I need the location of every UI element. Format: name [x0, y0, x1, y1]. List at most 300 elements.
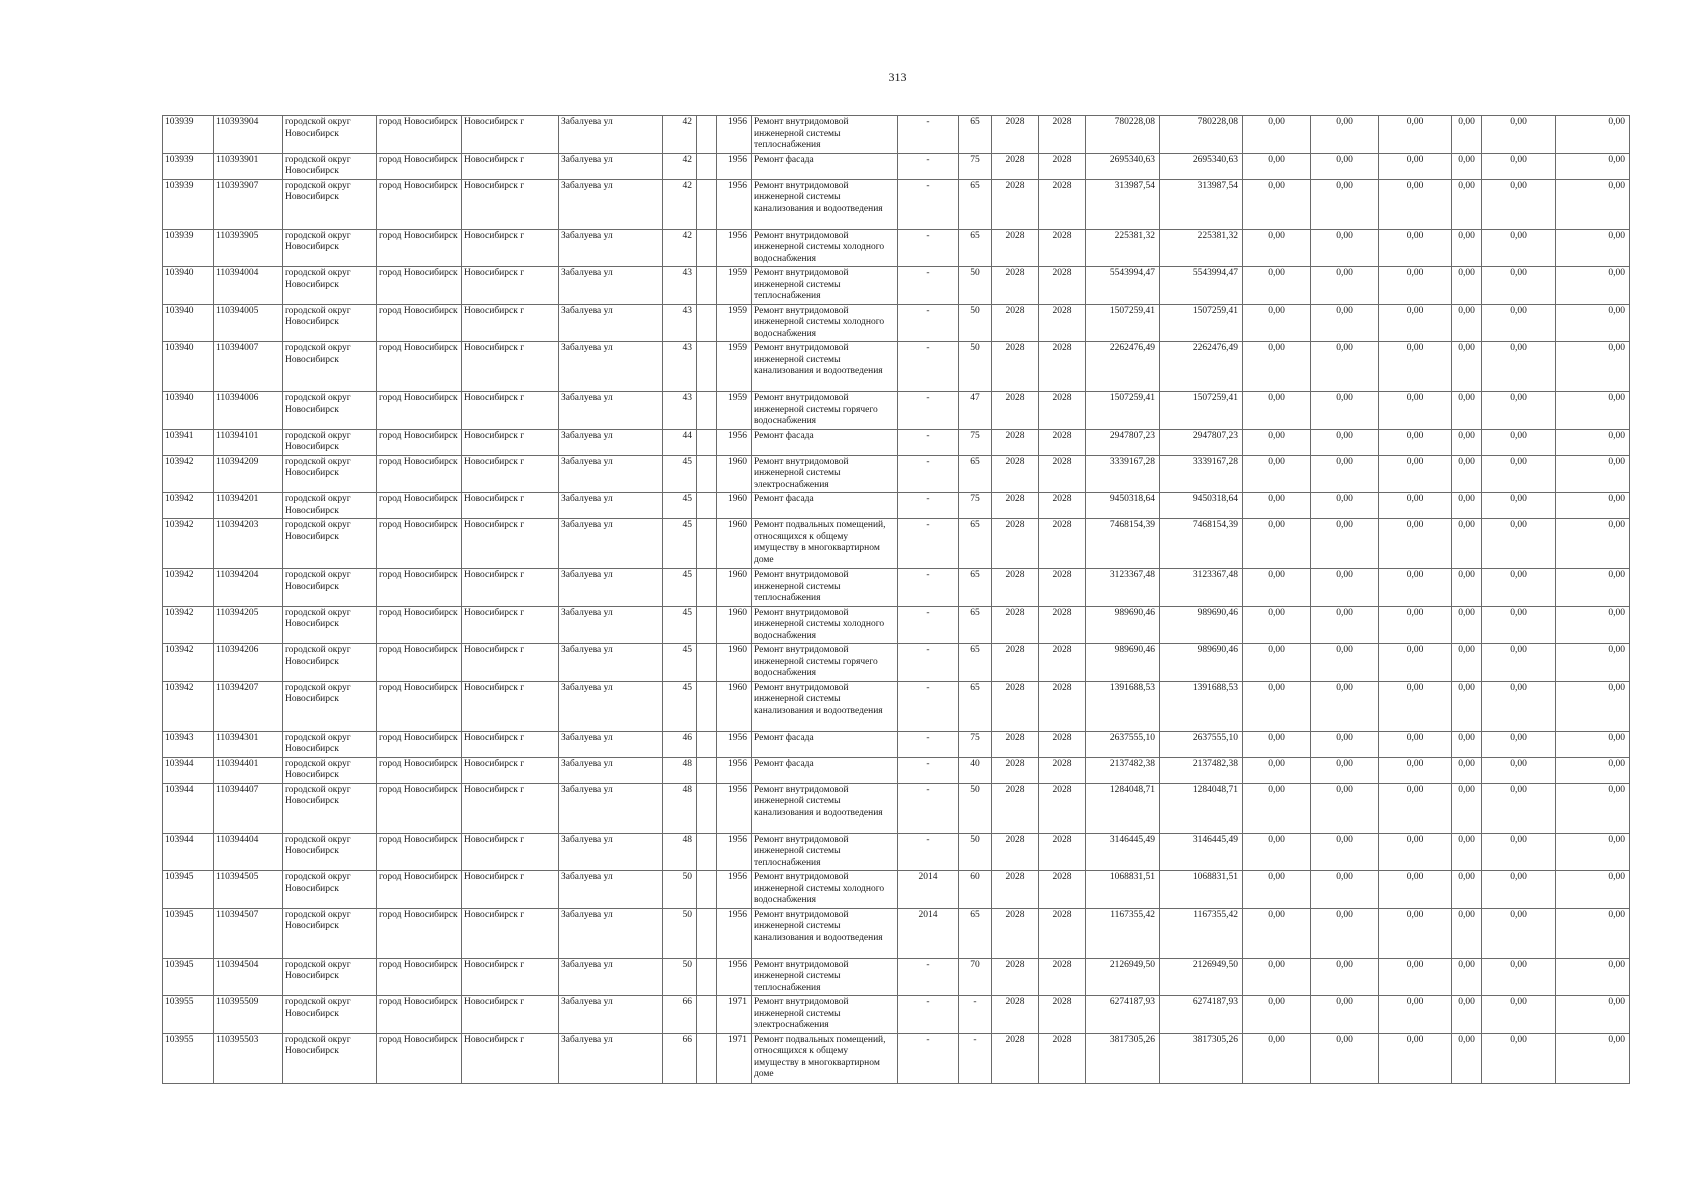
cell-house-number: 66 — [663, 1033, 697, 1083]
cell-cost-owners: 0,00 — [1482, 757, 1556, 783]
cell-cost-local: 0,00 — [1379, 342, 1452, 392]
cell-wear-percent: 75 — [959, 153, 992, 179]
cell-locality: Новосибирск г — [462, 996, 559, 1034]
cell-work-id: 110394007 — [214, 342, 283, 392]
cell-plan-year-end: 2028 — [1039, 493, 1086, 519]
cell-cost-reserve: 0,00 — [1556, 1033, 1630, 1083]
cell-cost-federal: 0,00 — [1243, 116, 1311, 154]
cell-cost-reserve: 0,00 — [1556, 681, 1630, 731]
cell-work-type: Ремонт внутридомовой инженерной системы горячего водоснабжения — [752, 392, 898, 430]
cell-municipal-district: городской округ Новосибирск — [283, 958, 377, 996]
cell-plan-year-start: 2028 — [992, 644, 1039, 682]
cell-street: Забалуева ул — [559, 1033, 663, 1083]
cell-settlement: город Новосибирск — [377, 519, 462, 569]
cell-plan-year-end: 2028 — [1039, 429, 1086, 455]
cell-cost-regional: 0,00 — [1311, 644, 1379, 682]
cell-building — [697, 179, 717, 229]
cell-build-year: 1956 — [717, 116, 752, 154]
cell-wear-percent: 47 — [959, 392, 992, 430]
cell-cost-other: 0,00 — [1452, 342, 1482, 392]
cell-plan-year-start: 2028 — [992, 731, 1039, 757]
cell-settlement: город Новосибирск — [377, 1033, 462, 1083]
cell-cost-reserve: 0,00 — [1556, 342, 1630, 392]
cell-cost-fund: 9450318,64 — [1160, 493, 1243, 519]
cell-total-cost: 3146445,49 — [1086, 833, 1160, 871]
cell-record-id: 103944 — [163, 833, 214, 871]
cell-work-type: Ремонт фасада — [752, 757, 898, 783]
cell-cost-reserve: 0,00 — [1556, 229, 1630, 267]
cell-cost-owners: 0,00 — [1482, 153, 1556, 179]
cell-locality: Новосибирск г — [462, 153, 559, 179]
cell-plan-year-start: 2028 — [992, 606, 1039, 644]
cell-street: Забалуева ул — [559, 342, 663, 392]
cell-building — [697, 958, 717, 996]
cell-cost-local: 0,00 — [1379, 229, 1452, 267]
cell-locality: Новосибирск г — [462, 783, 559, 833]
cell-cost-federal: 0,00 — [1243, 304, 1311, 342]
cell-cost-federal: 0,00 — [1243, 644, 1311, 682]
cell-settlement: город Новосибирск — [377, 392, 462, 430]
cell-locality: Новосибирск г — [462, 304, 559, 342]
cell-street: Забалуева ул — [559, 871, 663, 909]
cell-building — [697, 267, 717, 305]
cell-cost-owners: 0,00 — [1482, 644, 1556, 682]
cell-work-type: Ремонт фасада — [752, 731, 898, 757]
cell-wear-percent: 65 — [959, 179, 992, 229]
cell-plan-year-start: 2028 — [992, 681, 1039, 731]
cell-work-type: Ремонт внутридомовой инженерной системы холодного водоснабжения — [752, 606, 898, 644]
cell-settlement: город Новосибирск — [377, 429, 462, 455]
cell-settlement: город Новосибирск — [377, 304, 462, 342]
cell-cost-other: 0,00 — [1452, 304, 1482, 342]
cell-cost-other: 0,00 — [1452, 644, 1482, 682]
cell-settlement: город Новосибирск — [377, 153, 462, 179]
cell-record-id: 103941 — [163, 429, 214, 455]
table-row — [163, 229, 1630, 267]
cell-plan-year-start: 2028 — [992, 429, 1039, 455]
cell-cost-owners: 0,00 — [1482, 519, 1556, 569]
cell-cost-federal: 0,00 — [1243, 871, 1311, 909]
cell-last-repair-year: 2014 — [898, 871, 959, 909]
cell-street: Забалуева ул — [559, 455, 663, 493]
cell-cost-reserve: 0,00 — [1556, 569, 1630, 607]
cell-building — [697, 757, 717, 783]
cell-street: Забалуева ул — [559, 519, 663, 569]
table-row — [163, 304, 1630, 342]
cell-cost-regional: 0,00 — [1311, 429, 1379, 455]
cell-wear-percent: - — [959, 1033, 992, 1083]
table-row — [163, 153, 1630, 179]
cell-building — [697, 116, 717, 154]
table-row — [163, 342, 1630, 392]
cell-municipal-district: городской округ Новосибирск — [283, 1033, 377, 1083]
cell-settlement: город Новосибирск — [377, 342, 462, 392]
cell-cost-reserve: 0,00 — [1556, 783, 1630, 833]
cell-wear-percent: 65 — [959, 908, 992, 958]
cell-settlement: город Новосибирск — [377, 783, 462, 833]
cell-plan-year-start: 2028 — [992, 519, 1039, 569]
cell-last-repair-year: - — [898, 606, 959, 644]
cell-settlement: город Новосибирск — [377, 757, 462, 783]
cell-plan-year-end: 2028 — [1039, 153, 1086, 179]
cell-plan-year-end: 2028 — [1039, 996, 1086, 1034]
cell-cost-reserve: 0,00 — [1556, 267, 1630, 305]
cell-cost-fund: 3123367,48 — [1160, 569, 1243, 607]
cell-record-id: 103940 — [163, 304, 214, 342]
cell-cost-federal: 0,00 — [1243, 731, 1311, 757]
cell-total-cost: 5543994,47 — [1086, 267, 1160, 305]
cell-last-repair-year: - — [898, 229, 959, 267]
cell-cost-other: 0,00 — [1452, 908, 1482, 958]
cell-cost-regional: 0,00 — [1311, 606, 1379, 644]
cell-cost-reserve: 0,00 — [1556, 519, 1630, 569]
cell-building — [697, 304, 717, 342]
cell-plan-year-end: 2028 — [1039, 958, 1086, 996]
cell-cost-other: 0,00 — [1452, 569, 1482, 607]
cell-settlement: город Новосибирск — [377, 958, 462, 996]
table-row — [163, 179, 1630, 229]
cell-cost-regional: 0,00 — [1311, 871, 1379, 909]
cell-municipal-district: городской округ Новосибирск — [283, 519, 377, 569]
cell-plan-year-end: 2028 — [1039, 644, 1086, 682]
cell-plan-year-start: 2028 — [992, 392, 1039, 430]
cell-municipal-district: городской округ Новосибирск — [283, 429, 377, 455]
cell-cost-regional: 0,00 — [1311, 493, 1379, 519]
cell-work-id: 110394209 — [214, 455, 283, 493]
cell-cost-owners: 0,00 — [1482, 493, 1556, 519]
cell-wear-percent: 40 — [959, 757, 992, 783]
cell-building — [697, 429, 717, 455]
cell-work-type: Ремонт внутридомовой инженерной системы теплоснабжения — [752, 833, 898, 871]
cell-cost-local: 0,00 — [1379, 606, 1452, 644]
cell-work-id: 110394505 — [214, 871, 283, 909]
cell-municipal-district: городской округ Новосибирск — [283, 267, 377, 305]
cell-municipal-district: городской округ Новосибирск — [283, 783, 377, 833]
cell-cost-regional: 0,00 — [1311, 1033, 1379, 1083]
cell-locality: Новосибирск г — [462, 267, 559, 305]
table-body — [163, 116, 1630, 1084]
cell-wear-percent: 65 — [959, 116, 992, 154]
cell-cost-other: 0,00 — [1452, 429, 1482, 455]
cell-house-number: 45 — [663, 569, 697, 607]
cell-municipal-district: городской округ Новосибирск — [283, 681, 377, 731]
cell-house-number: 43 — [663, 342, 697, 392]
table-row — [163, 455, 1630, 493]
cell-cost-fund: 3817305,26 — [1160, 1033, 1243, 1083]
cell-work-id: 110395509 — [214, 996, 283, 1034]
cell-house-number: 66 — [663, 996, 697, 1034]
cell-locality: Новосибирск г — [462, 833, 559, 871]
cell-house-number: 42 — [663, 116, 697, 154]
cell-cost-reserve: 0,00 — [1556, 153, 1630, 179]
repair-program-table — [162, 115, 1630, 1084]
cell-record-id: 103955 — [163, 1033, 214, 1083]
cell-wear-percent: 65 — [959, 229, 992, 267]
cell-cost-fund: 1284048,71 — [1160, 783, 1243, 833]
cell-last-repair-year: - — [898, 996, 959, 1034]
cell-cost-fund: 780228,08 — [1160, 116, 1243, 154]
cell-cost-local: 0,00 — [1379, 267, 1452, 305]
cell-building — [697, 996, 717, 1034]
cell-municipal-district: городской округ Новосибирск — [283, 342, 377, 392]
cell-last-repair-year: - — [898, 455, 959, 493]
cell-cost-reserve: 0,00 — [1556, 996, 1630, 1034]
table-row — [163, 871, 1630, 909]
cell-build-year: 1960 — [717, 519, 752, 569]
cell-wear-percent: 50 — [959, 833, 992, 871]
cell-cost-reserve: 0,00 — [1556, 304, 1630, 342]
cell-plan-year-end: 2028 — [1039, 757, 1086, 783]
cell-build-year: 1971 — [717, 996, 752, 1034]
cell-last-repair-year: - — [898, 429, 959, 455]
cell-work-type: Ремонт внутридомовой инженерной системы теплоснабжения — [752, 116, 898, 154]
cell-cost-fund: 5543994,47 — [1160, 267, 1243, 305]
cell-record-id: 103945 — [163, 958, 214, 996]
cell-settlement: город Новосибирск — [377, 179, 462, 229]
cell-plan-year-end: 2028 — [1039, 1033, 1086, 1083]
cell-plan-year-end: 2028 — [1039, 179, 1086, 229]
cell-work-id: 110395503 — [214, 1033, 283, 1083]
cell-locality: Новосибирск г — [462, 392, 559, 430]
cell-work-type: Ремонт внутридомовой инженерной системы холодного водоснабжения — [752, 871, 898, 909]
cell-work-id: 110394404 — [214, 833, 283, 871]
cell-plan-year-end: 2028 — [1039, 342, 1086, 392]
cell-municipal-district: городской округ Новосибирск — [283, 455, 377, 493]
cell-settlement: город Новосибирск — [377, 606, 462, 644]
cell-build-year: 1956 — [717, 833, 752, 871]
cell-total-cost: 7468154,39 — [1086, 519, 1160, 569]
cell-cost-other: 0,00 — [1452, 392, 1482, 430]
table-row — [163, 116, 1630, 154]
cell-last-repair-year: - — [898, 644, 959, 682]
cell-cost-fund: 989690,46 — [1160, 644, 1243, 682]
cell-cost-regional: 0,00 — [1311, 569, 1379, 607]
cell-cost-regional: 0,00 — [1311, 179, 1379, 229]
cell-work-id: 110394205 — [214, 606, 283, 644]
cell-wear-percent: 65 — [959, 455, 992, 493]
cell-street: Забалуева ул — [559, 392, 663, 430]
cell-cost-reserve: 0,00 — [1556, 757, 1630, 783]
cell-total-cost: 225381,32 — [1086, 229, 1160, 267]
cell-cost-owners: 0,00 — [1482, 731, 1556, 757]
cell-building — [697, 606, 717, 644]
cell-house-number: 42 — [663, 229, 697, 267]
cell-building — [697, 493, 717, 519]
cell-build-year: 1960 — [717, 569, 752, 607]
cell-cost-regional: 0,00 — [1311, 342, 1379, 392]
cell-record-id: 103939 — [163, 116, 214, 154]
cell-building — [697, 153, 717, 179]
cell-municipal-district: городской округ Новосибирск — [283, 569, 377, 607]
cell-cost-federal: 0,00 — [1243, 757, 1311, 783]
cell-wear-percent: - — [959, 996, 992, 1034]
cell-work-type: Ремонт внутридомовой инженерной системы теплоснабжения — [752, 267, 898, 305]
cell-house-number: 50 — [663, 958, 697, 996]
cell-cost-federal: 0,00 — [1243, 429, 1311, 455]
cell-locality: Новосибирск г — [462, 569, 559, 607]
cell-cost-regional: 0,00 — [1311, 519, 1379, 569]
cell-building — [697, 569, 717, 607]
cell-municipal-district: городской округ Новосибирск — [283, 606, 377, 644]
table-row — [163, 644, 1630, 682]
cell-cost-federal: 0,00 — [1243, 153, 1311, 179]
cell-cost-fund: 1068831,51 — [1160, 871, 1243, 909]
cell-house-number: 50 — [663, 871, 697, 909]
cell-house-number: 45 — [663, 493, 697, 519]
cell-plan-year-end: 2028 — [1039, 871, 1086, 909]
cell-work-id: 110394207 — [214, 681, 283, 731]
cell-record-id: 103955 — [163, 996, 214, 1034]
cell-plan-year-start: 2028 — [992, 783, 1039, 833]
cell-cost-other: 0,00 — [1452, 606, 1482, 644]
cell-street: Забалуева ул — [559, 644, 663, 682]
cell-plan-year-start: 2028 — [992, 342, 1039, 392]
cell-record-id: 103945 — [163, 871, 214, 909]
cell-plan-year-end: 2028 — [1039, 455, 1086, 493]
cell-house-number: 45 — [663, 644, 697, 682]
cell-work-id: 110394407 — [214, 783, 283, 833]
cell-cost-owners: 0,00 — [1482, 681, 1556, 731]
cell-cost-federal: 0,00 — [1243, 519, 1311, 569]
cell-cost-regional: 0,00 — [1311, 731, 1379, 757]
cell-plan-year-end: 2028 — [1039, 606, 1086, 644]
cell-cost-other: 0,00 — [1452, 229, 1482, 267]
cell-cost-owners: 0,00 — [1482, 429, 1556, 455]
cell-plan-year-start: 2028 — [992, 908, 1039, 958]
cell-record-id: 103942 — [163, 519, 214, 569]
cell-plan-year-start: 2028 — [992, 996, 1039, 1034]
cell-work-id: 110394005 — [214, 304, 283, 342]
cell-building — [697, 455, 717, 493]
cell-plan-year-end: 2028 — [1039, 392, 1086, 430]
cell-house-number: 45 — [663, 681, 697, 731]
cell-street: Забалуева ул — [559, 267, 663, 305]
cell-cost-local: 0,00 — [1379, 996, 1452, 1034]
cell-cost-regional: 0,00 — [1311, 153, 1379, 179]
cell-settlement: город Новосибирск — [377, 116, 462, 154]
cell-cost-reserve: 0,00 — [1556, 392, 1630, 430]
cell-plan-year-start: 2028 — [992, 757, 1039, 783]
cell-municipal-district: городской округ Новосибирск — [283, 833, 377, 871]
cell-street: Забалуева ул — [559, 153, 663, 179]
cell-municipal-district: городской округ Новосибирск — [283, 392, 377, 430]
cell-total-cost: 2126949,50 — [1086, 958, 1160, 996]
cell-cost-other: 0,00 — [1452, 833, 1482, 871]
cell-settlement: город Новосибирск — [377, 833, 462, 871]
cell-wear-percent: 50 — [959, 304, 992, 342]
cell-building — [697, 519, 717, 569]
cell-last-repair-year: - — [898, 179, 959, 229]
cell-work-type: Ремонт внутридомовой инженерной системы канализования и водоотведения — [752, 342, 898, 392]
cell-cost-owners: 0,00 — [1482, 304, 1556, 342]
cell-building — [697, 871, 717, 909]
cell-record-id: 103943 — [163, 731, 214, 757]
cell-cost-other: 0,00 — [1452, 757, 1482, 783]
cell-record-id: 103945 — [163, 908, 214, 958]
cell-last-repair-year: - — [898, 519, 959, 569]
cell-build-year: 1959 — [717, 304, 752, 342]
cell-cost-local: 0,00 — [1379, 455, 1452, 493]
cell-cost-other: 0,00 — [1452, 116, 1482, 154]
cell-municipal-district: городской округ Новосибирск — [283, 996, 377, 1034]
cell-work-id: 110394006 — [214, 392, 283, 430]
cell-municipal-district: городской округ Новосибирск — [283, 644, 377, 682]
cell-last-repair-year: - — [898, 392, 959, 430]
cell-plan-year-end: 2028 — [1039, 519, 1086, 569]
cell-cost-federal: 0,00 — [1243, 908, 1311, 958]
cell-work-type: Ремонт внутридомовой инженерной системы теплоснабжения — [752, 958, 898, 996]
cell-cost-fund: 2637555,10 — [1160, 731, 1243, 757]
cell-total-cost: 3817305,26 — [1086, 1033, 1160, 1083]
cell-cost-other: 0,00 — [1452, 455, 1482, 493]
cell-building — [697, 731, 717, 757]
cell-municipal-district: городской округ Новосибирск — [283, 871, 377, 909]
table-row — [163, 731, 1630, 757]
cell-cost-other: 0,00 — [1452, 519, 1482, 569]
cell-total-cost: 3123367,48 — [1086, 569, 1160, 607]
cell-cost-reserve: 0,00 — [1556, 179, 1630, 229]
table-row — [163, 429, 1630, 455]
cell-settlement: город Новосибирск — [377, 681, 462, 731]
cell-settlement: город Новосибирск — [377, 908, 462, 958]
cell-last-repair-year: - — [898, 1033, 959, 1083]
cell-locality: Новосибирск г — [462, 116, 559, 154]
cell-cost-reserve: 0,00 — [1556, 871, 1630, 909]
cell-cost-owners: 0,00 — [1482, 833, 1556, 871]
cell-street: Забалуева ул — [559, 833, 663, 871]
cell-street: Забалуева ул — [559, 493, 663, 519]
cell-cost-federal: 0,00 — [1243, 267, 1311, 305]
cell-work-type: Ремонт внутридомовой инженерной системы электроснабжения — [752, 996, 898, 1034]
cell-work-id: 110394504 — [214, 958, 283, 996]
cell-plan-year-start: 2028 — [992, 455, 1039, 493]
cell-record-id: 103939 — [163, 229, 214, 267]
cell-cost-owners: 0,00 — [1482, 179, 1556, 229]
cell-cost-fund: 989690,46 — [1160, 606, 1243, 644]
cell-street: Забалуева ул — [559, 606, 663, 644]
cell-wear-percent: 65 — [959, 606, 992, 644]
cell-last-repair-year: 2014 — [898, 908, 959, 958]
cell-plan-year-start: 2028 — [992, 179, 1039, 229]
table-row — [163, 569, 1630, 607]
cell-record-id: 103942 — [163, 569, 214, 607]
cell-work-type: Ремонт фасада — [752, 493, 898, 519]
cell-last-repair-year: - — [898, 116, 959, 154]
cell-municipal-district: городской округ Новосибирск — [283, 731, 377, 757]
cell-cost-owners: 0,00 — [1482, 267, 1556, 305]
cell-work-type: Ремонт внутридомовой инженерной системы холодного водоснабжения — [752, 229, 898, 267]
cell-cost-local: 0,00 — [1379, 908, 1452, 958]
cell-total-cost: 1284048,71 — [1086, 783, 1160, 833]
cell-cost-local: 0,00 — [1379, 731, 1452, 757]
cell-wear-percent: 65 — [959, 569, 992, 607]
cell-locality: Новосибирск г — [462, 429, 559, 455]
cell-work-type: Ремонт внутридомовой инженерной системы горячего водоснабжения — [752, 644, 898, 682]
cell-plan-year-end: 2028 — [1039, 267, 1086, 305]
cell-cost-other: 0,00 — [1452, 681, 1482, 731]
cell-municipal-district: городской округ Новосибирск — [283, 153, 377, 179]
cell-work-type: Ремонт внутридомовой инженерной системы канализования и водоотведения — [752, 681, 898, 731]
cell-cost-owners: 0,00 — [1482, 342, 1556, 392]
cell-house-number: 48 — [663, 757, 697, 783]
cell-municipal-district: городской округ Новосибирск — [283, 304, 377, 342]
cell-house-number: 43 — [663, 267, 697, 305]
cell-build-year: 1956 — [717, 429, 752, 455]
cell-cost-regional: 0,00 — [1311, 267, 1379, 305]
cell-cost-other: 0,00 — [1452, 267, 1482, 305]
cell-record-id: 103942 — [163, 606, 214, 644]
cell-cost-fund: 2695340,63 — [1160, 153, 1243, 179]
